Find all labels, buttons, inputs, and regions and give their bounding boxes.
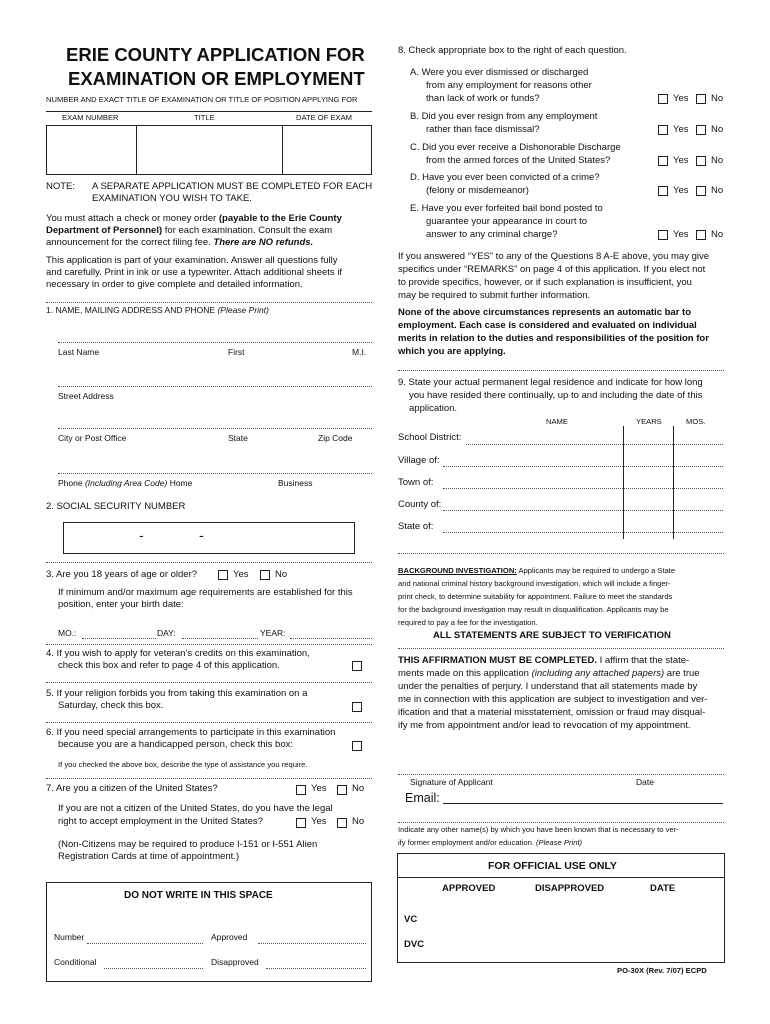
q9-line2: you have resided there continually, up to and including the date of this — [409, 390, 703, 401]
q8c-no-label: No — [711, 155, 724, 166]
birth-year-field[interactable] — [290, 638, 372, 639]
signature-label: Signature of Applicant — [410, 777, 493, 787]
q8c-no-checkbox[interactable] — [696, 156, 706, 166]
q8d-line1: D. Have you ever been convicted of a crime? — [410, 172, 600, 183]
background-line4: for the background investigation may result in disqualification. Applicants may be — [398, 605, 669, 614]
note-line2: EXAMINATION YOU WISH TO TAKE. — [92, 193, 252, 204]
q7-yes-checkbox[interactable] — [296, 785, 306, 795]
exam-number-header: EXAM NUMBER — [62, 113, 119, 122]
affirmation-line6: ify me from appointment and/or lead to revocation of my appointment. — [398, 720, 691, 731]
q8e-line2: guarantee your appearance in court to — [426, 216, 588, 227]
do-not-write-title: DO NOT WRITE IN THIS SPACE — [124, 890, 273, 901]
street-field[interactable] — [58, 386, 372, 387]
birth-year-label: YEAR: — [260, 628, 286, 638]
q8e-line1: E. Have you ever forfeited bail bond posted to — [410, 203, 603, 214]
fee-paragraph-line1: You must attach a check or money order (payable to the Erie County — [46, 213, 342, 224]
town-field[interactable] — [443, 488, 723, 489]
q8d-no-label: No — [711, 185, 724, 196]
q8a-line2: from any employment for reasons other — [426, 80, 592, 91]
none-paragraph-line4: which you are applying. — [398, 346, 506, 357]
exam-title-field[interactable] — [137, 126, 281, 174]
q3-age-line1: If minimum and/or maximum age requirements are established for this — [58, 587, 353, 598]
ssn-field[interactable] — [63, 522, 355, 554]
state-of-label: State of: — [398, 521, 434, 532]
email-label: Email: — [405, 791, 440, 805]
city-label: City or Post Office — [58, 433, 127, 443]
q8d-no-checkbox[interactable] — [696, 186, 706, 196]
q2-label: 2. SOCIAL SECURITY NUMBER — [46, 501, 186, 512]
q8-label: 8. Check appropriate box to the right of each question. — [398, 45, 627, 56]
date-of-exam-header: DATE OF EXAM — [296, 113, 352, 122]
official-date-header: DATE — [650, 883, 676, 894]
birth-day-field[interactable] — [182, 638, 258, 639]
q8e-line3: answer to any criminal charge? — [426, 229, 558, 240]
q8d-line2: (felony or misdemeanor) — [426, 185, 529, 196]
exam-date-field[interactable] — [283, 126, 371, 174]
q8b-no-checkbox[interactable] — [696, 125, 706, 135]
number-label: Number — [54, 932, 85, 942]
official-use-title: FOR OFFICIAL USE ONLY — [488, 860, 617, 872]
q7-line3: (Non-Citizens may be required to produce I-151 or I-551 Alien — [58, 839, 318, 850]
q8e-yes-checkbox[interactable] — [658, 230, 668, 240]
q8a-no-checkbox[interactable] — [696, 94, 706, 104]
official-approved-header: APPROVED — [442, 883, 496, 894]
q5-religion-checkbox[interactable] — [352, 702, 362, 712]
q3-yes-checkbox[interactable] — [218, 570, 228, 580]
email-field[interactable] — [443, 803, 723, 804]
form-title-line2: EXAMINATION OR EMPLOYMENT — [68, 68, 365, 89]
yes-paragraph-line2: specifics under “REMARKS” on page 4 of this application. If you elect not — [398, 264, 706, 275]
q6-accommodation-checkbox[interactable] — [352, 741, 362, 751]
other-names-line1: Indicate any other name(s) by which you have been known that is necessary to ver- — [398, 825, 679, 834]
q3-yes-label: Yes — [233, 569, 249, 580]
q3-no-label: No — [275, 569, 288, 580]
street-address-label: Street Address — [58, 391, 114, 401]
exam-instruction: NUMBER AND EXACT TITLE OF EXAMINATION OR TITLE OF POSITION APPLYING FOR — [46, 95, 358, 104]
q7-legal-yes-checkbox[interactable] — [296, 818, 306, 828]
business-phone-label: Business — [278, 478, 313, 488]
q8e-no-label: No — [711, 229, 724, 240]
background-line3: print check, to determine suitability for appointment. Failure to meet the standards — [398, 592, 673, 601]
q7-line4: Registration Cards at time of appointment.) — [58, 851, 240, 862]
q7-line2: right to accept employment in the United States? — [58, 816, 263, 827]
assistance-field[interactable] — [46, 778, 372, 779]
yes-paragraph-line4: may be required to submit further information. — [398, 290, 591, 301]
q8b-yes-label: Yes — [673, 124, 689, 135]
fee-paragraph-line2: Department of Personnel) for each examination. Consult the exam — [46, 225, 333, 236]
title-header: TITLE — [194, 113, 215, 122]
background-line2: and national criminal history background investigation, which will include a finger- — [398, 579, 671, 588]
birth-month-label: MO.: — [58, 628, 77, 638]
residence-mos-header: MOS. — [686, 417, 706, 426]
q7-no-checkbox[interactable] — [337, 785, 347, 795]
other-names-line2: ify former employment and/or education. (Please Print) — [398, 838, 583, 847]
school-district-label: School District: — [398, 432, 462, 443]
official-vc-label: VC — [404, 914, 418, 925]
school-district-field[interactable] — [466, 444, 723, 445]
q8e-yes-label: Yes — [673, 229, 689, 240]
signature-field[interactable] — [398, 774, 724, 775]
exam-paragraph-line2: and carefully. Print in ink or use a typewriter. Attach additional sheets if — [46, 267, 343, 278]
affirmation-line1: THIS AFFIRMATION MUST BE COMPLETED. I affirm that the state- — [398, 655, 690, 666]
zip-label: Zip Code — [318, 433, 353, 443]
q3-age-line2: position, enter your birth date: — [58, 599, 184, 610]
q7-legal-no-checkbox[interactable] — [337, 818, 347, 828]
other-names-field[interactable] — [398, 822, 724, 823]
q4-veteran-checkbox[interactable] — [352, 661, 362, 671]
q8a-line1: A. Were you ever dismissed or discharged — [410, 67, 589, 78]
note-line1: A SEPARATE APPLICATION MUST BE COMPLETED FOR EACH — [92, 181, 373, 192]
state-of-field[interactable] — [443, 532, 723, 533]
q7-no-label: No — [352, 783, 365, 794]
affirmation-line3: under the penalties of perjury. I understand that all statements made by — [398, 681, 698, 692]
city-state-zip-field[interactable] — [58, 428, 372, 429]
q4-line2: check this box and refer to page 4 of this application. — [58, 660, 280, 671]
last-name-label: Last Name — [58, 347, 100, 357]
official-disapproved-header: DISAPPROVED — [535, 883, 605, 894]
first-name-label: First — [228, 347, 245, 357]
birth-month-field[interactable] — [82, 638, 156, 639]
exam-paragraph-line1: This application is part of your examination. Answer all questions fully — [46, 255, 338, 266]
form-title-line1: ERIE COUNTY APPLICATION FOR — [66, 44, 365, 65]
q7-yes-label: Yes — [311, 783, 327, 794]
background-line5: required to pay a fee for the investigation. — [398, 618, 538, 627]
q5-line2: Saturday, check this box. — [58, 700, 164, 711]
birth-day-label: DAY: — [157, 628, 176, 638]
note-label: NOTE: — [46, 181, 76, 192]
q8e-no-checkbox[interactable] — [696, 230, 706, 240]
q8b-line1: B. Did you ever resign from any employment — [410, 111, 598, 122]
yes-paragraph-line1: If you answered “YES” to any of the Questions 8 A-E above, you may give — [398, 251, 710, 262]
q8a-yes-label: Yes — [673, 93, 689, 104]
q6-line2: because you are a handicapped person, check this box: — [58, 739, 294, 750]
ssn-dash-1: - — [139, 527, 144, 543]
signature-date-label: Date — [636, 777, 654, 787]
exam-number-field[interactable] — [47, 126, 135, 174]
form-number: PO-30X (Rev. 7/07) ECPD — [617, 966, 707, 975]
residence-years-header: YEARS — [636, 417, 662, 426]
none-paragraph-line1: None of the above circumstances represents an automatic bar to — [398, 307, 692, 318]
disapproved-label: Disapproved — [211, 957, 259, 967]
village-field[interactable] — [443, 466, 723, 467]
yes-paragraph-line3: to provide specifics, however, or if such explanation is insufficient, you — [398, 277, 692, 288]
q8b-yes-checkbox[interactable] — [658, 125, 668, 135]
q3-label: 3. Are you 18 years of age or older? — [46, 569, 198, 580]
q7-legal-yes-label: Yes — [311, 816, 327, 827]
q8c-yes-label: Yes — [673, 155, 689, 166]
q5-line1: 5. If your religion forbids you from taking this examination on a — [46, 688, 308, 699]
town-label: Town of: — [398, 477, 434, 488]
q8a-line3: than lack of work or funds? — [426, 93, 540, 104]
q8a-no-label: No — [711, 93, 724, 104]
state-label: State — [228, 433, 248, 443]
q3-no-checkbox[interactable] — [260, 570, 270, 580]
residence-name-header: NAME — [546, 417, 568, 426]
background-line1: BACKGROUND INVESTIGATION: Applicants may be required to undergo a State — [398, 566, 676, 575]
q8d-yes-checkbox[interactable] — [658, 186, 668, 196]
q7-line1: If you are not a citizen of the United States, do you have the legal — [58, 803, 333, 814]
q8b-no-label: No — [711, 124, 724, 135]
q4-line1: 4. If you wish to apply for veteran’s credits on this examination, — [46, 648, 310, 659]
phone-field[interactable] — [58, 473, 372, 474]
none-paragraph-line3: merits in relation to the duties and responsibilities of the position for — [398, 333, 709, 344]
affirmation-line5: ification and that a material misstatement, omission or fraud may disqual- — [398, 707, 706, 718]
q9-line1: 9. State your actual permanent legal residence and indicate for how long — [398, 377, 703, 388]
exam-paragraph-line3: necessary in order to give complete and detailed information. — [46, 279, 303, 290]
none-paragraph-line2: employment. Each case is considered and evaluated on individual — [398, 320, 697, 331]
q9-line3: application. — [409, 403, 458, 414]
village-label: Village of: — [398, 455, 440, 466]
affirmation-line4: me in connection with this application are subject to investigation and ver- — [398, 694, 708, 705]
affirmation-line2: ments made on this application (including any attached papers) are true — [398, 668, 700, 679]
verification-heading: ALL STATEMENTS ARE SUBJECT TO VERIFICATION — [433, 630, 671, 641]
q8c-line2: from the armed forces of the United States? — [426, 155, 611, 166]
official-dvc-label: DVC — [404, 939, 425, 950]
q8c-line1: C. Did you ever receive a Dishonorable Discharge — [410, 142, 621, 153]
middle-initial-label: M.I. — [352, 347, 367, 357]
q8b-line2: rather than face dismissal? — [426, 124, 540, 135]
approved-label: Approved — [211, 932, 248, 942]
fee-paragraph-line3: announcement for the correct filing fee. There are NO refunds. — [46, 237, 314, 248]
q7-label: 7. Are you a citizen of the United States? — [46, 783, 218, 794]
q8c-yes-checkbox[interactable] — [658, 156, 668, 166]
ssn-dash-2: - — [199, 527, 204, 543]
phone-label: Phone (Including Area Code) Home — [58, 478, 193, 488]
conditional-label: Conditional — [54, 957, 97, 967]
q7-legal-no-label: No — [352, 816, 365, 827]
q6-line1: 6. If you need special arrangements to participate in this examination — [46, 727, 336, 738]
name-field[interactable] — [58, 342, 372, 343]
county-label: County of: — [398, 499, 442, 510]
q8d-yes-label: Yes — [673, 185, 689, 196]
q1-label: 1. NAME, MAILING ADDRESS AND PHONE (Please Print) — [46, 305, 269, 315]
q6-line3: If you checked the above box, describe the type of assistance you require. — [58, 760, 308, 769]
county-field[interactable] — [443, 510, 723, 511]
q8a-yes-checkbox[interactable] — [658, 94, 668, 104]
